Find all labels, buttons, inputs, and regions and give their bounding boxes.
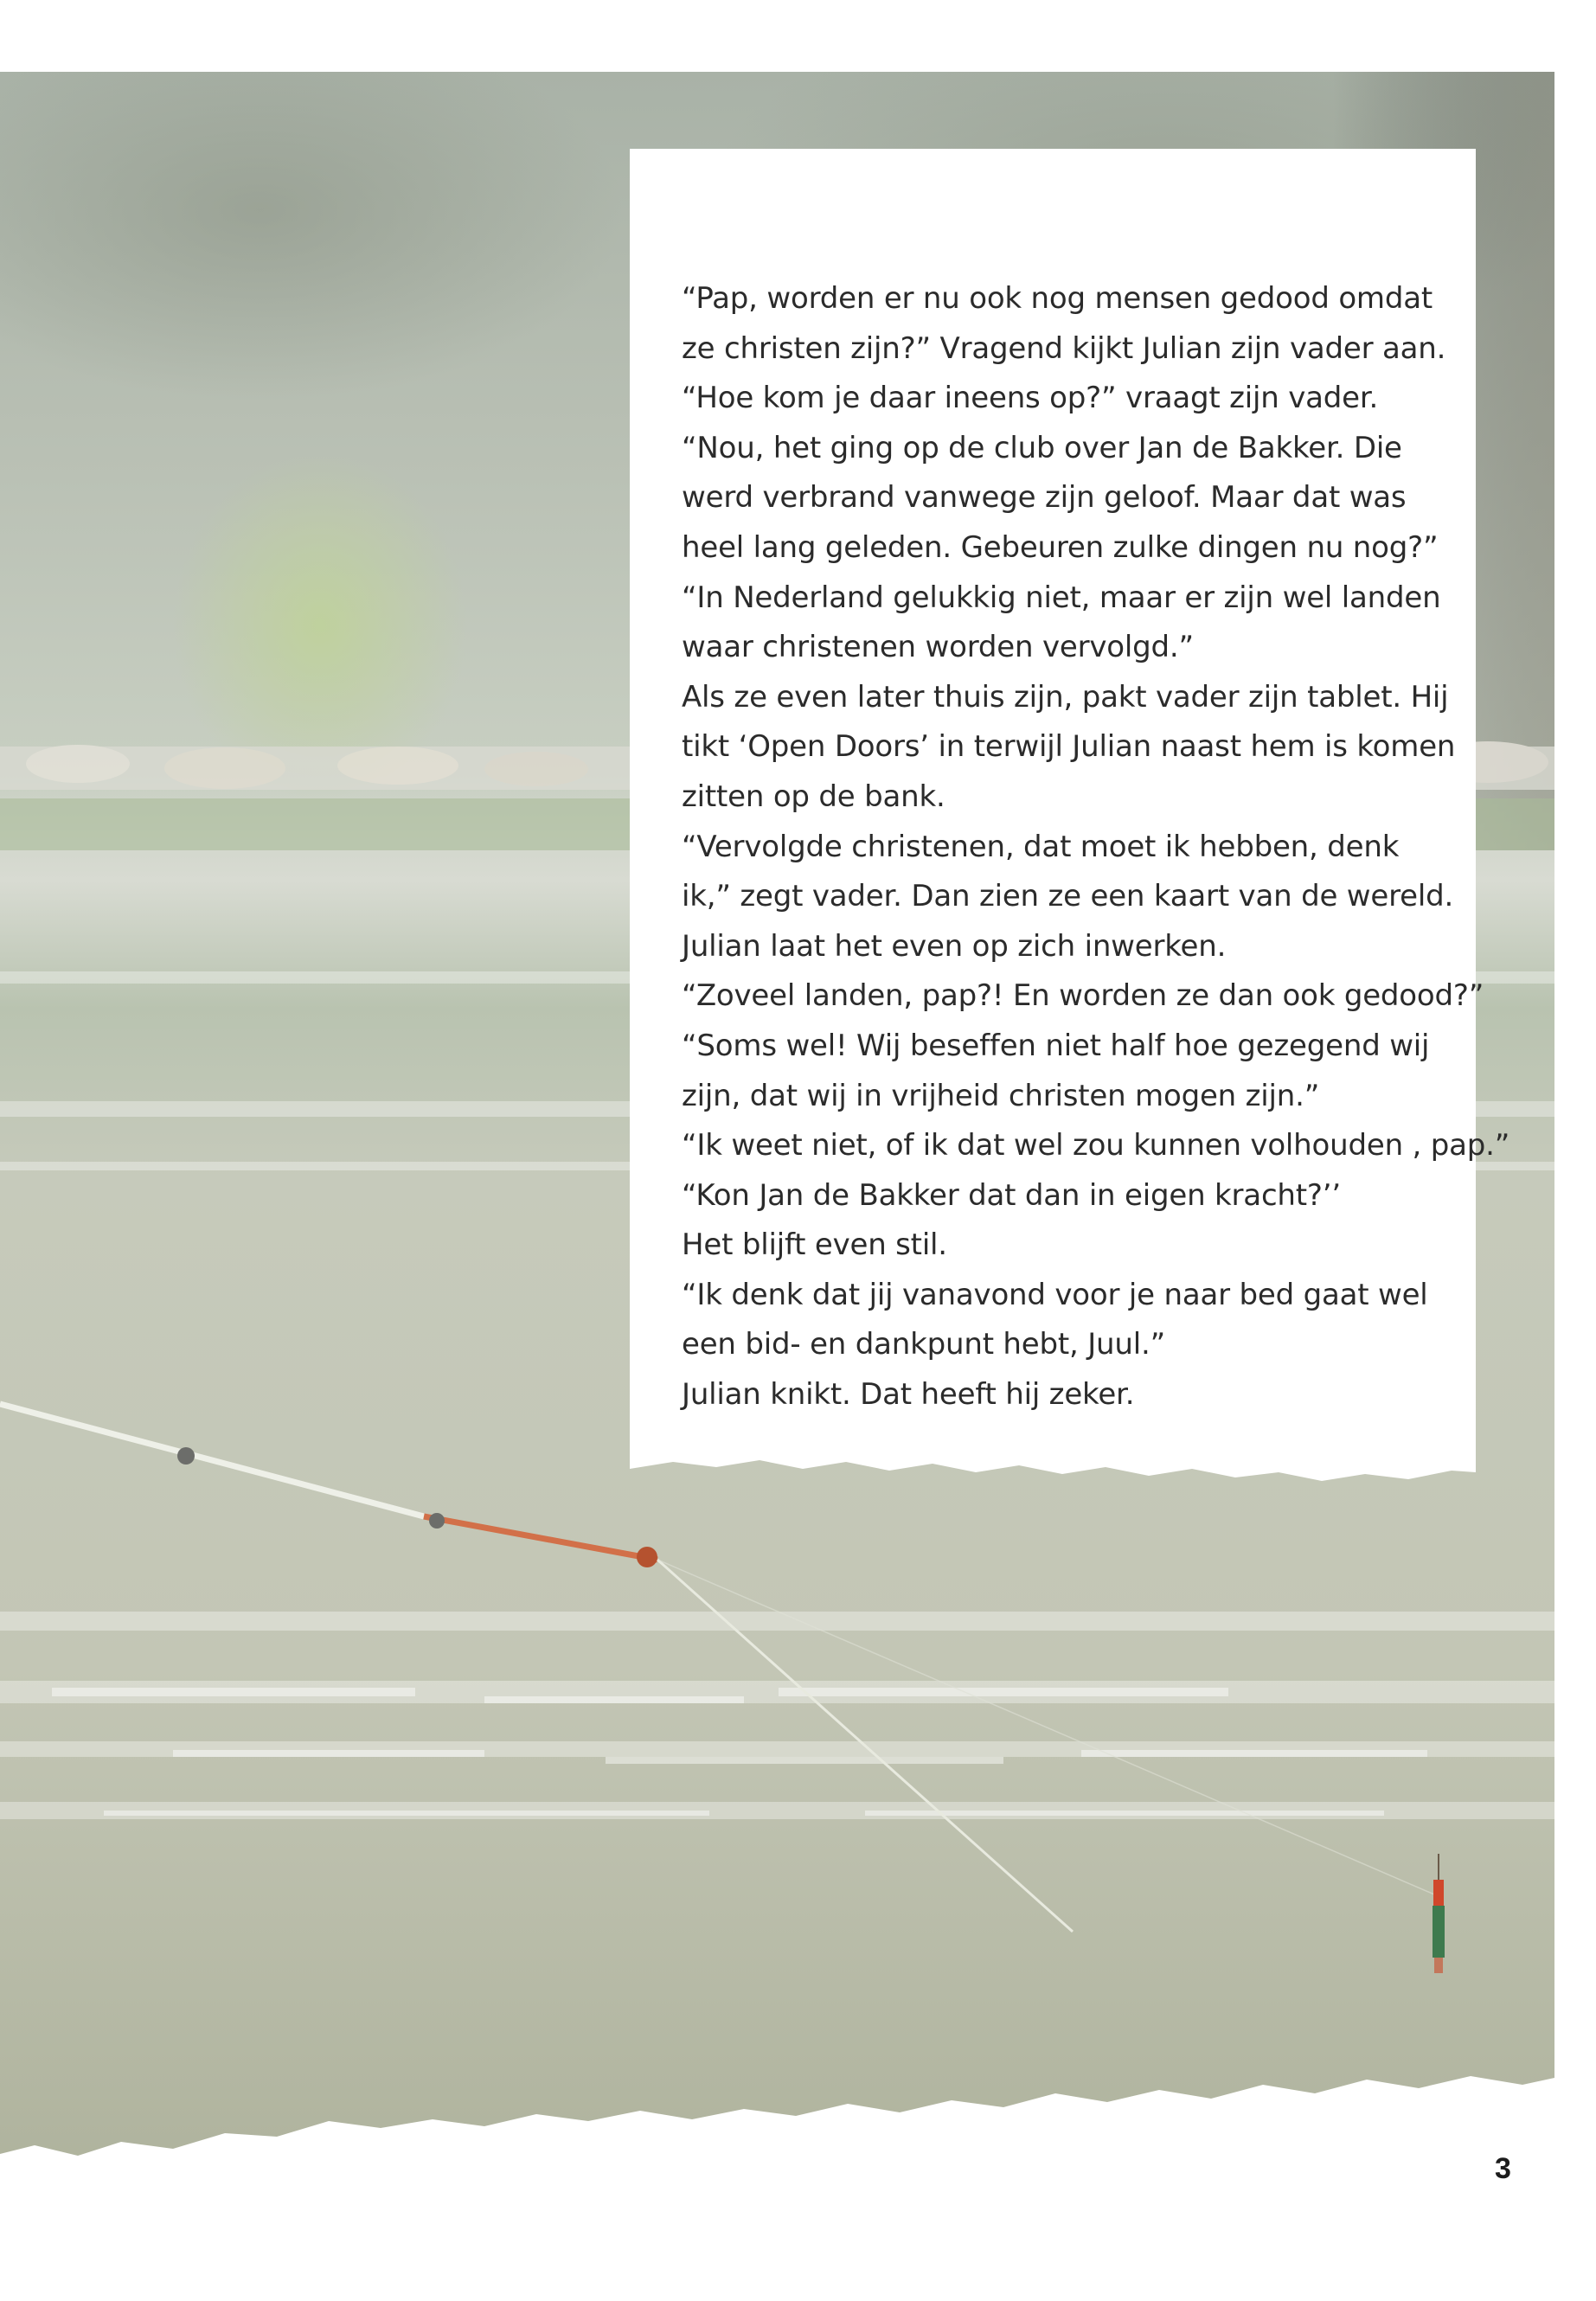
story-line: “Ik weet niet, of ik dat wel zou kunnen volhouden , pap.” — [682, 1128, 1510, 1163]
story-line: “In Nederland gelukkig niet, maar er zijn wel landen — [682, 580, 1441, 615]
story-text — [682, 274, 1510, 1420]
story-panel — [630, 149, 1510, 1481]
story-line: heel lang geleden. Gebeuren zulke dingen nu nog?” — [682, 529, 1439, 565]
story-line: “Kon Jan de Bakker dat dan in eigen kracht?’’ — [682, 1177, 1341, 1213]
story-line: “Pap, worden er nu ook nog mensen gedood omdat — [682, 281, 1433, 316]
torn-paper-edge-bottom — [0, 2059, 1596, 2232]
story-line: een bid- en dankpunt hebt, Juul.” — [682, 1327, 1166, 1362]
story-line: ze christen zijn?” Vragend kijkt Julian zijn vader aan. — [682, 330, 1446, 366]
story-line: Julian knikt. Dat heeft hij zeker. — [682, 1377, 1135, 1413]
story-line: “Vervolgde christenen, dat moet ik hebben, denk — [682, 829, 1400, 864]
story-line: ik,” zegt vader. Dan zien ze een kaart van de wereld. — [682, 879, 1454, 914]
story-line: Julian laat het even op zich inwerken. — [682, 928, 1227, 964]
story-line: zijn, dat wij in vrijheid christen mogen zijn.” — [682, 1078, 1320, 1113]
story-line: Als ze even later thuis zijn, pakt vader zijn tablet. Hij — [682, 679, 1449, 715]
page-number: 3 — [1495, 2152, 1511, 2185]
story-line: zitten op de bank. — [682, 779, 945, 814]
story-line: tikt ‘Open Doors’ in terwijl Julian naast hem is komen — [682, 729, 1456, 765]
story-line: “Soms wel! Wij beseffen niet half hoe gezegend wij — [682, 1028, 1430, 1063]
story-line: “Nou, het ging op de club over Jan de Bakker. Die — [682, 430, 1402, 465]
story-line: waar christenen worden vervolgd.” — [682, 630, 1194, 665]
story-line: “Ik denk dat jij vanavond voor je naar bed gaat wel — [682, 1277, 1428, 1312]
story-line: “Zoveel landen, pap?! En worden ze dan ook gedood?” — [682, 978, 1484, 1014]
story-line: “Hoe kom je daar ineens op?” vraagt zijn vader. — [682, 381, 1379, 416]
story-line: werd verbrand vanwege zijn geloof. Maar dat was — [682, 480, 1407, 516]
story-line: Het blijft even stil. — [682, 1227, 947, 1263]
